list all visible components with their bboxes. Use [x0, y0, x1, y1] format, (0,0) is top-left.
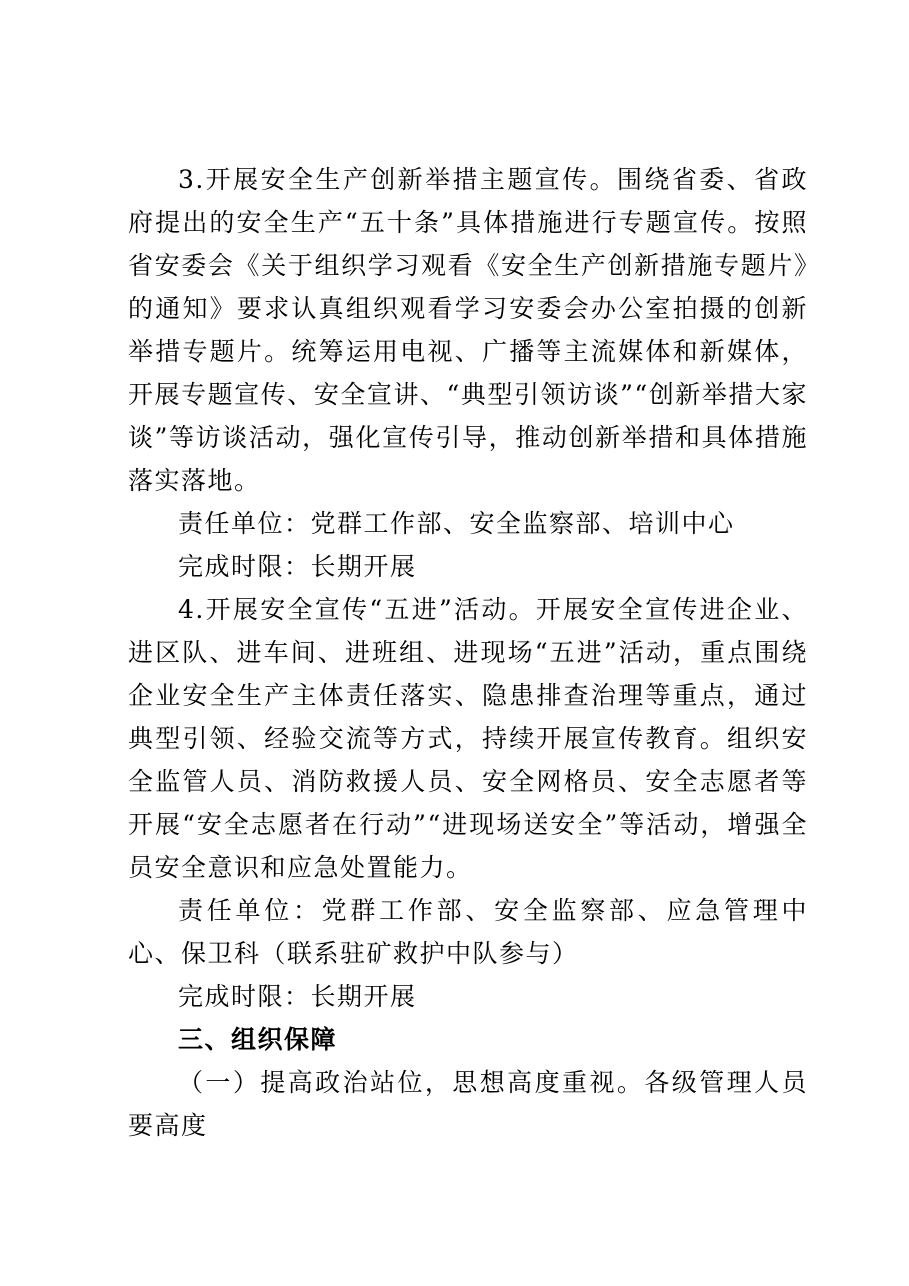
- paragraph-innovation-publicity: 3.开展安全生产创新举措主题宣传。围绕省委、省政府提出的安全生产“五十条”具体措施进行专题宣传。按照省安委会《关于组织学习观看《安全生产创新措施专题片》的通知》要求认真组织观看学习安委会办公室拍摄的创新举措专题片。统筹运用电视、广播等主流媒体和新媒体，开展专题宣传、安全宣讲、“典型引领访谈”“创新举措大家谈”等访谈活动，强化宣传引导，推动创新举措和具体措施落实落地。: [128, 165, 808, 495]
- responsible-units-1: 责任单位：党群工作部、安全监察部、培训中心: [178, 509, 735, 538]
- section-heading-organization: 三、组织保障: [178, 1025, 338, 1054]
- paragraph-political-stance: （一）提高政治站位，思想高度重视。各级管理人员要高度: [128, 1068, 808, 1140]
- deadline-2: 完成时限：长期开展: [178, 982, 417, 1011]
- paragraph-five-into-activity: 4.开展安全宣传“五进”活动。开展安全宣传进企业、进区队、进车间、进班组、进现场“五进”活动，重点围绕企业安全生产主体责任落实、隐患排查治理等重点，通过典型引领、经验交流等方式，持续开展宣传教育。组织安全监管人员、消防救援人员、安全网格员、安全志愿者等开展“安全志愿者在行动”“进现场送安全”等活动，增强全员安全意识和应急处置能力。: [128, 595, 808, 882]
- document-body: [128, 158, 808, 1147]
- responsible-units-2: 责任单位：党群工作部、安全监察部、应急管理中心、保卫科（联系驻矿救护中队参与）: [128, 896, 808, 968]
- deadline-1: 完成时限：长期开展: [178, 552, 417, 581]
